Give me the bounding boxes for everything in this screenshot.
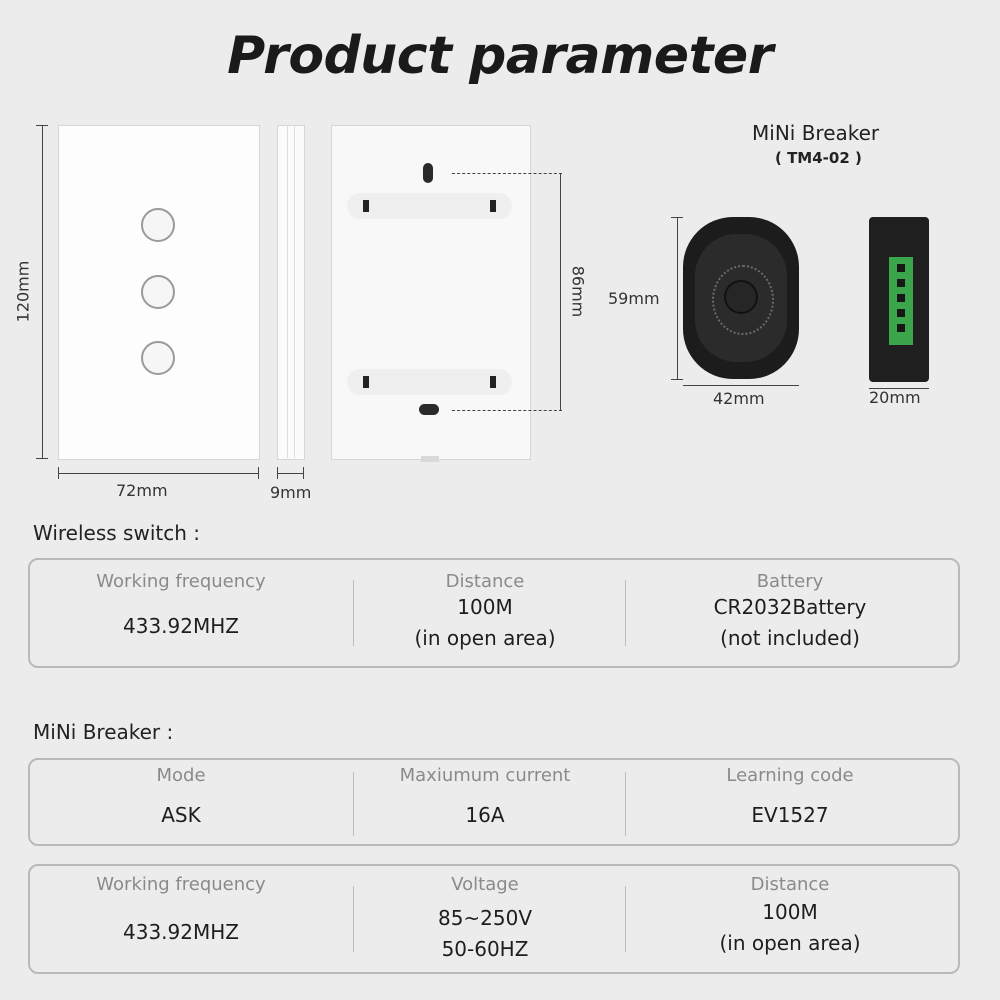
spec-cell (680, 560, 900, 666)
spec-value: (in open area) (414, 626, 556, 650)
spec-value: (not included) (720, 626, 860, 650)
spec-value: EV1527 (751, 803, 829, 827)
breaker-height-label: 59mm (608, 289, 660, 308)
spec-label: Learning code (726, 765, 854, 786)
wireless-section-title: Wireless switch : (33, 521, 200, 545)
spec-cell (680, 760, 900, 844)
switch-thickness-label: 9mm (270, 483, 312, 502)
touch-button-1 (141, 208, 175, 242)
spec-cell (70, 760, 292, 844)
touch-button-2 (141, 275, 175, 309)
spec-value: 85~250V (437, 906, 533, 930)
spec-label: Working frequency (96, 571, 266, 592)
spec-value: 16A (465, 803, 505, 827)
page-title: Product parameter (227, 26, 773, 86)
breaker-depth-label: 20mm (869, 388, 921, 407)
switch-width-label: 72mm (116, 481, 168, 500)
breaker-spec-table-1 (28, 758, 960, 846)
spec-value: 100M (762, 900, 818, 924)
spec-label: Maxiumum current (399, 765, 571, 786)
spec-value: CR2032Battery (713, 595, 867, 619)
touch-button-3 (141, 341, 175, 375)
spec-label: Distance (750, 874, 830, 895)
spec-label: Working frequency (96, 874, 266, 895)
spec-value: 433.92MHZ (123, 920, 239, 944)
breaker-width-label: 42mm (713, 389, 765, 408)
spec-cell (385, 760, 585, 844)
switch-height-label: 120mm (13, 260, 33, 323)
spec-cell (385, 560, 585, 666)
spec-cell (70, 560, 292, 666)
spec-value: ASK (161, 803, 201, 827)
spec-cell (70, 866, 292, 972)
spec-value: 433.92MHZ (123, 614, 239, 638)
spec-cell (385, 866, 585, 972)
wireless-spec-table (28, 558, 960, 668)
spec-label: Voltage (451, 874, 519, 895)
spec-label: Battery (756, 571, 824, 592)
spec-cell (680, 866, 900, 972)
spec-label: Mode (156, 765, 206, 786)
breaker-spec-table-2 (28, 864, 960, 974)
breaker-section-title: MiNi Breaker : (33, 720, 174, 744)
spec-value: 100M (457, 595, 513, 619)
breaker-name: MiNi Breaker (752, 121, 880, 145)
spec-label: Distance (445, 571, 525, 592)
breaker-model: ( TM4-02 ) (775, 149, 862, 167)
mount-spacing-label: 86mm (568, 265, 588, 318)
spec-value: (in open area) (719, 931, 861, 955)
spec-value: 50-60HZ (441, 937, 529, 961)
